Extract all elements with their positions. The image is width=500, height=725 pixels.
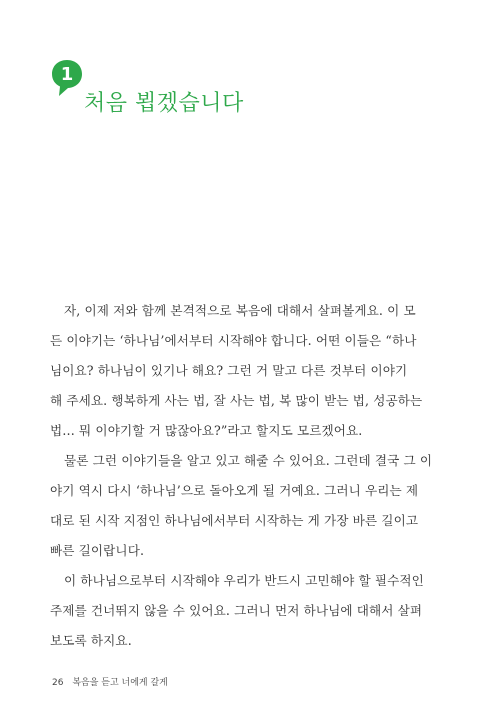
body-line: 님이요? 하나님이 있기나 해요? 그런 거 말고 다른 것부터 이야기 [50,363,408,378]
body-line: 빠른 길이랍니다. [50,543,145,558]
body-line: 야기 역시 다시 ‘하나님’으로 돌아오게 될 거예요. 그러니 우리는 제 [50,483,419,498]
body-text [50,296,448,656]
body-line: 물론 그런 이야기들을 알고 있고 해줄 수 있어요. 그런데 결국 그 이 [64,453,433,468]
chapter-title: 처음 뵙겠습니다 [84,91,244,116]
body-line: 해 주세요. 행복하게 사는 법, 잘 사는 법, 복 많이 받는 법, 성공하는 [50,393,423,408]
body-line: 대로 된 시작 지점인 하나님에서부터 시작하는 게 가장 바른 길이고 [50,513,419,528]
body-line: 이 하나님으로부터 시작해야 우리가 반드시 고민해야 할 필수적인 [64,573,424,588]
body-line: 법… 뭐 이야기할 거 많잖아요?”라고 할지도 모르겠어요. [50,423,363,438]
body-line: 든 이야기는 ‘하나님’에서부터 시작해야 합니다. 어떤 이들은 “하나 [50,333,417,348]
page-number: 26 [52,678,64,688]
chapter-number-badge [50,58,84,98]
book-title: 복음을 듣고 너에게 갈게 [72,678,168,688]
body-line: 주제를 건너뛰지 않을 수 있어요. 그러니 먼저 하나님에 대해서 살펴 [50,603,423,618]
body-line: 자, 이제 저와 함께 본격적으로 복음에 대해서 살펴볼게요. 이 모 [64,303,416,318]
page-footer [52,675,168,688]
chapter-number: 1 [60,64,74,85]
body-line: 보도록 하지요. [50,633,132,648]
chapter-heading [50,58,470,118]
